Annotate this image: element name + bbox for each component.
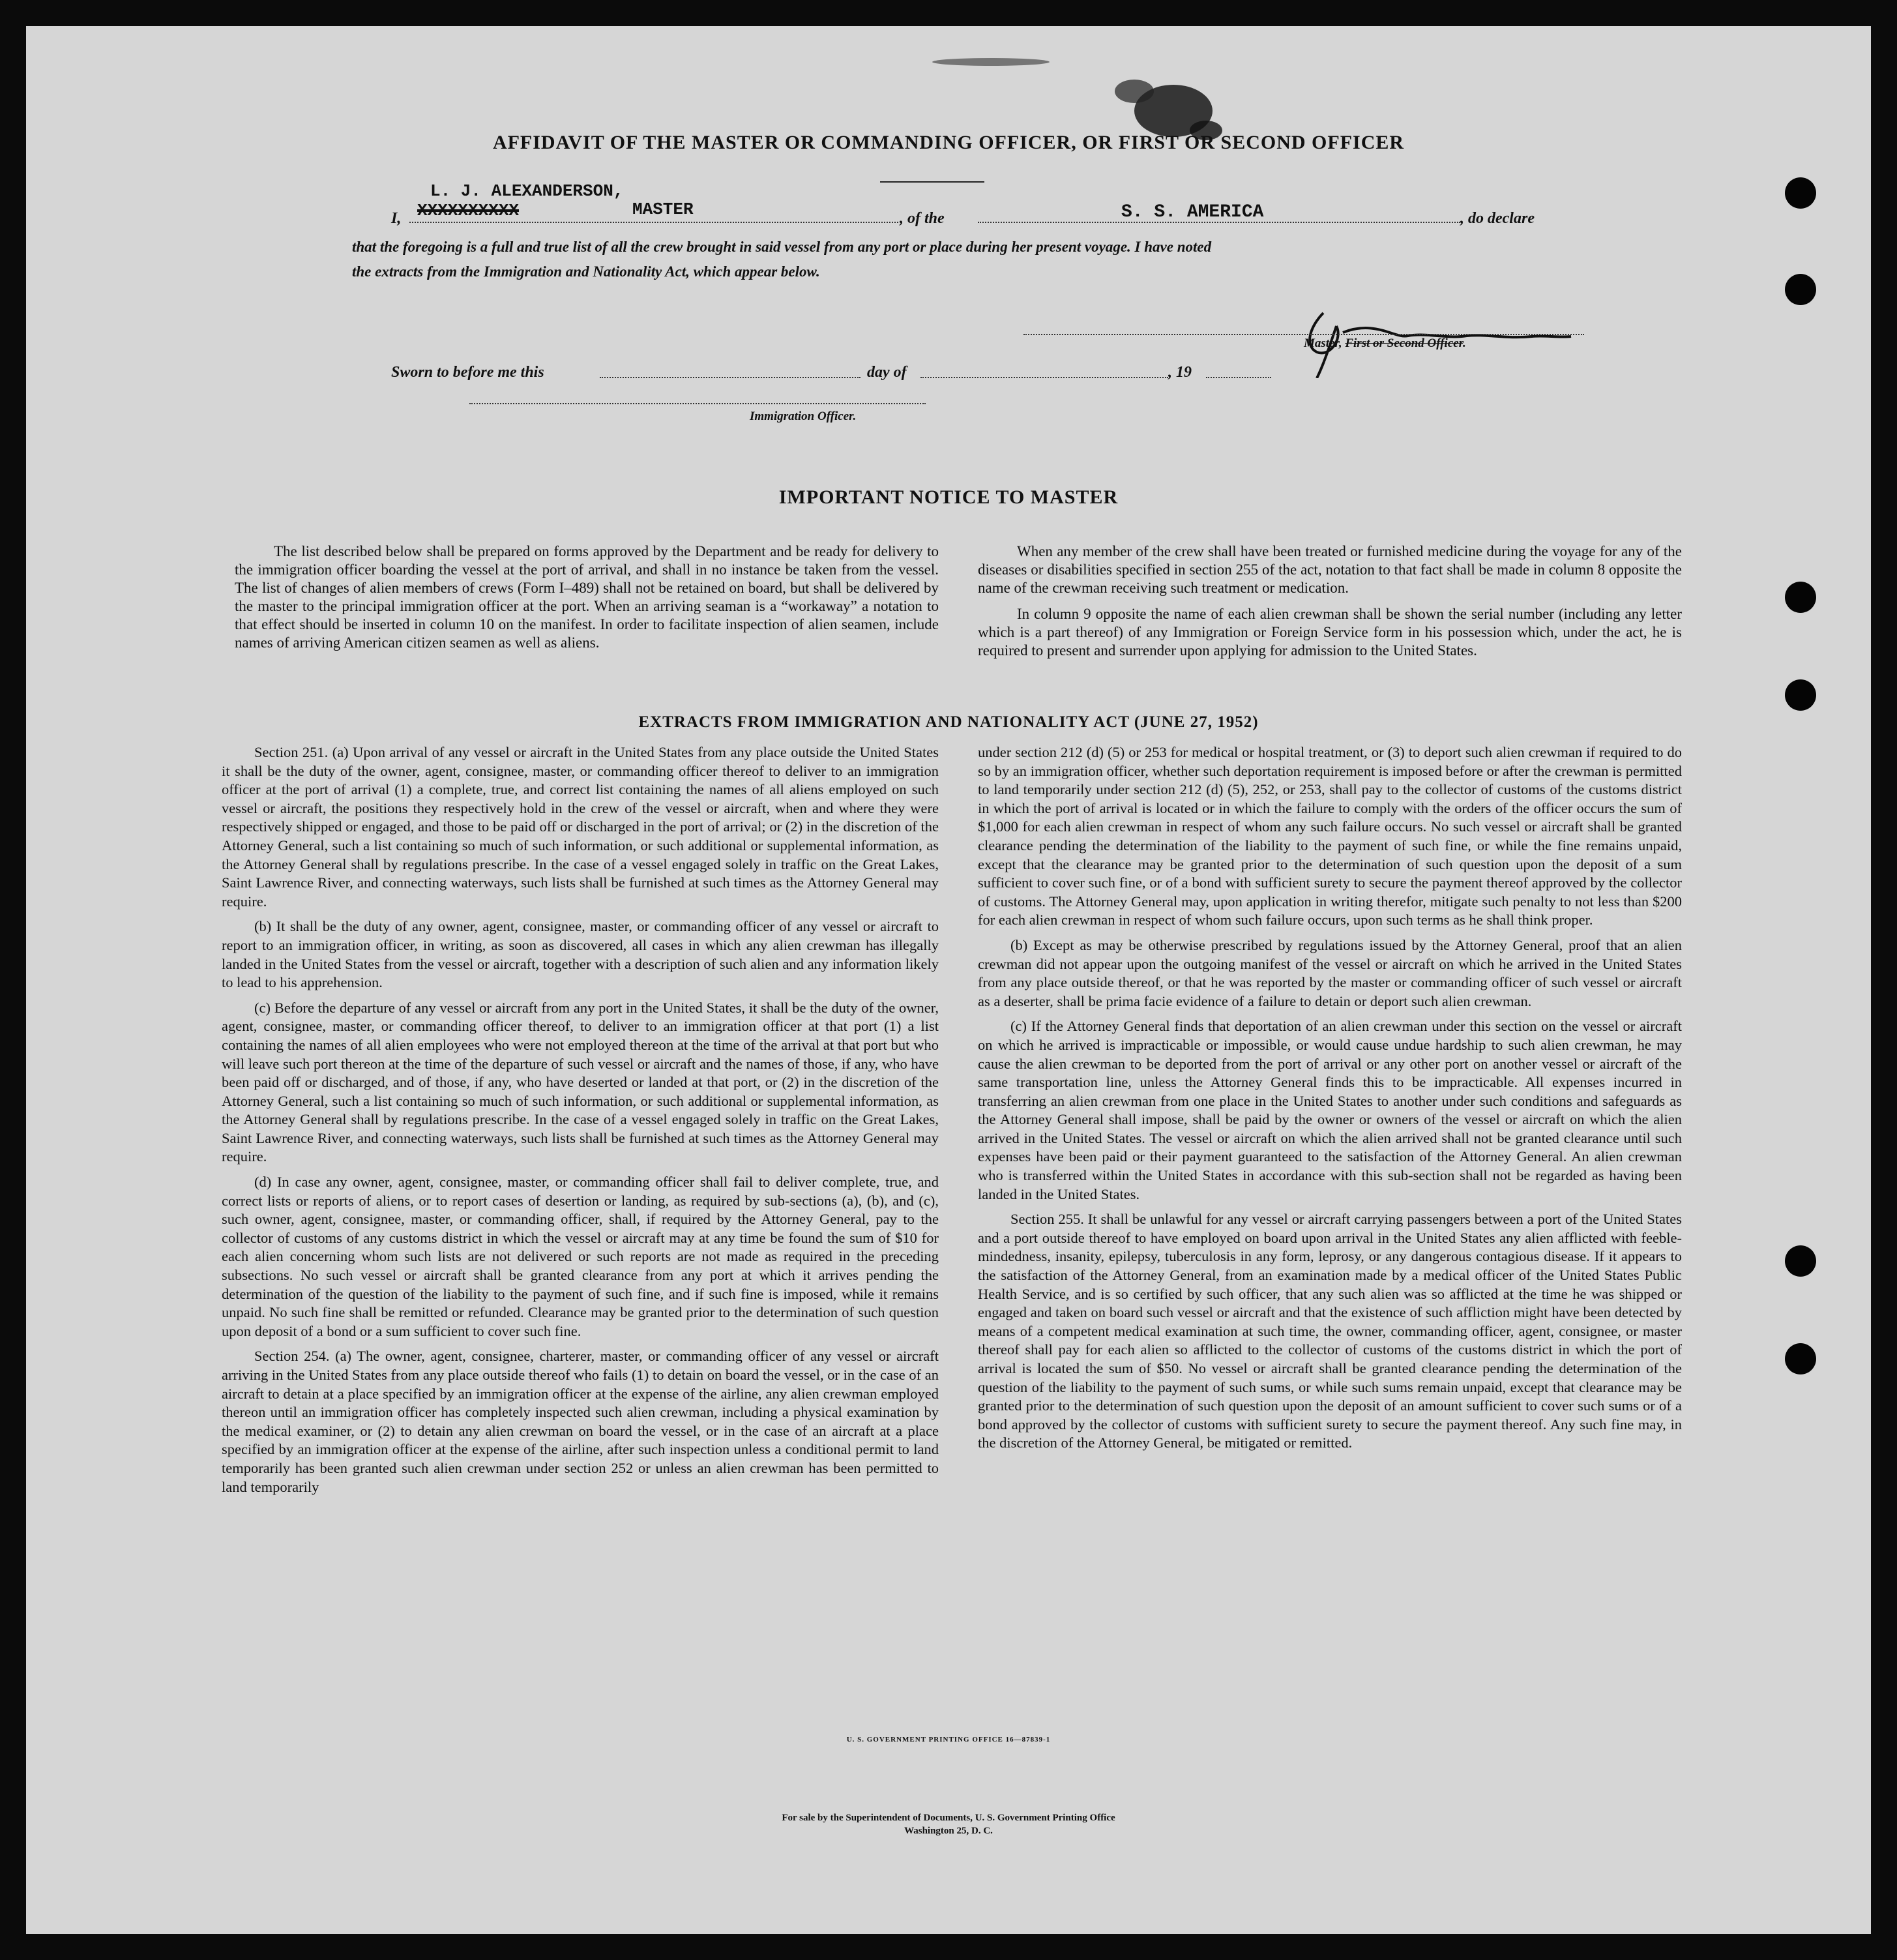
document-sheet bbox=[26, 26, 1871, 1934]
printer-line: U. S. GOVERNMENT PRINTING OFFICE 16—87839-1 bbox=[846, 1736, 1051, 1744]
section-paragraph: Section 255. It shall be unlawful for any vessel or aircraft carrying passengers between a port of the United States and a port outside thereof to have employed on board upon arrival in the United States any alien afflicted with feeble-mindedness, insanity, epilepsy, tuberculosis in any form, leprosy, or any dangerous contagious disease. If it appears to the satisfaction of the Attorney General, from an examination made by a medical officer of the United States Public Health Service, and is so certified by such officer, that any such alien was so afflicted at the time he was shipped or engaged and taken on board such vessel or aircraft and that the existence of such affliction might have been detected by means of a competent medical examination at such time, the owner, commanding officer, agent, consignee, or master thereof shall pay for each alien so afflicted to the collector of customs of the customs district in which the port of arrival is located the sum of $50. No vessel or aircraft shall be granted clearance pending the determination of the question of the liability to the payment of such sums, or while such sums remain unpaid, except that clearance may be granted prior to the determination of such question upon the deposit of an amount sufficient to cover such sums or of a bond approved by the collector of customs with sufficient surety to secure the payment thereof. Any such fine may, in the discretion of the Attorney General, be mitigated or remitted. bbox=[978, 1211, 1682, 1451]
notice-title: IMPORTANT NOTICE TO MASTER bbox=[778, 486, 1119, 508]
sale-line-2: Washington 25, D. C. bbox=[904, 1826, 993, 1836]
of-the-label: , of the bbox=[900, 210, 945, 227]
section-paragraph: Section 254. (a) The owner, agent, consignee, charterer, master, or commanding officer of any vessel or aircraft arriving in the United States from any place outside thereof who fails (1) to detain on board the vessel, or in the case of an aircraft to detain at a place specified by an immigration officer at the expense of the airline, any alien crewman employed thereon until an immigration officer has completely inspected such alien crewman, including a physical examination by the medical examiner, or (2) to detain any alien crewman on board the vessel, or in the case of an aircraft at a place specified by an immigration officer at the expense of the airline, after such inspection unless a conditional permit to land temporarily has been granted such alien crewman under section 252 or unless an alien crewman has been permitted to land temporarily bbox=[222, 1348, 939, 1495]
caption-end: . bbox=[1463, 336, 1466, 350]
declaration-line-1: that the foregoing is a full and true list of all the crew brought in said vessel from any port or place during her present voyage. I have noted bbox=[352, 239, 1212, 255]
notice-paragraph: The list described below shall be prepared on forms approved by the Department and be ready for delivery to the immigration officer boarding the vessel at the port of arrival, and shall in no instance be taken from the vessel. The list of changes of alien members of crews (Form I–489) shall not be retained on board, but shall be delivered by the master to the principal immigration officer at the port. When an arriving seaman is a “workaway” a notation to that effect should be inserted in column 10 on the manifest. In order to facilitate inspection of alien seamen, include names of arriving American citizen seamen as well as aliens. bbox=[235, 543, 939, 651]
section-paragraph: under section 212 (d) (5) or 253 for medical or hospital treatment, or (3) to deport such alien crewman if required to do so by an immigration officer, whether such deportation requirement is imposed before or after the crewman is permitted to land temporarily under section 212 (d) (5), 252, or 253, shall pay to the collector of customs of the customs district in which the port of arrival is located or in which the failure to comply with the orders of the officer occurs the sum of $1,000 for each alien crewman in respect of whom any such failure occurs. No such vessel or aircraft shall be granted clearance pending the determination of the liability to the payment of such fine, or while the fine remains unpaid, except that the clearance may be granted prior to the determination of such question upon the deposit of a sum sufficient to cover such fine, or of a bond with sufficient surety to secure the payment thereof approved by the collector of customs. The Attorney General may, upon application in writing therefor, mitigate such penalty to not less than $200 for each alien crewman in respect of whom such failure occurs, upon such terms as he shall think proper. bbox=[978, 744, 1682, 928]
declarant-rank: MASTER bbox=[632, 200, 694, 219]
notice-paragraph: In column 9 opposite the name of each alien crewman shall be shown the serial number (including any letter which is a part thereof) of any Immigration or Foreign Service form in his possession which, under the act, he is required to present and surrender upon applying for admission to the United States. bbox=[978, 606, 1682, 659]
punch-hole bbox=[1785, 274, 1816, 305]
declarant-line bbox=[409, 222, 898, 223]
extracts-title: EXTRACTS FROM IMMIGRATION AND NATIONALITY ACT (JUNE 27, 1952) bbox=[638, 713, 1259, 731]
punch-hole bbox=[1785, 177, 1816, 209]
section-paragraph: (c) Before the departure of any vessel or aircraft from any port in the United States, it shall be the duty of the owner, agent, consignee, master, or commanding officer thereof, to deliver to an immigration officer at that port (1) a list containing the names of all alien employees who were not employed thereon at the time of the arrival at that port but who will leave such port thereon at the time of the departure of such vessel or aircraft and the names of those, if any, who have been paid off or discharged, and of those, if any, who have deserted or landed at that port, or (2) in the discretion of the Attorney General, such a list containing so much of such information, or such additional or supplemental information, as the Attorney General shall by regulations prescribe. In the case of a vessel engaged solely in traffic on the Great Lakes, Saint Lawrence River, and connecting waterways, such lists shall be furnished at such times as the Attorney General may require. bbox=[222, 999, 939, 1165]
punch-hole bbox=[1785, 1343, 1816, 1374]
section-paragraph: Section 251. (a) Upon arrival of any vessel or aircraft in the United States from any place outside the United States it shall be the duty of the owner, agent, consignee, master, or commanding officer thereof to deliver to an immigration officer at the port of arrival (1) a complete, true, and correct list containing the names of all aliens employed on such vessel or aircraft, the positions they respectively hold in the crew of the vessel or aircraft, when and where they were respectively shipped or engaged, and those to be paid off or discharged in the port of arrival; or (2) in the discretion of the Attorney General, such a list containing so much of such information, or such additional or supplemental information, as the Attorney General shall by regulations prescribe. In the case of a vessel engaged solely in traffic on the Great Lakes, Saint Lawrence River, and connecting waterways, such lists shall be furnished at such times as the Attorney General may require. bbox=[222, 744, 939, 910]
affidavit-title: AFFIDAVIT OF THE MASTER OR COMMANDING OFFICER, OR FIRST OR SECOND OFFICER bbox=[492, 132, 1405, 153]
caption-master: Master, bbox=[1304, 336, 1346, 350]
title-rule bbox=[880, 181, 984, 183]
notice-left-column bbox=[235, 542, 939, 660]
section-paragraph: (c) If the Attorney General finds that deportation of an alien crewman under this section on the vessel or aircraft on which he arrived is impracticable or impossible, or would cause undue hardship to such alien crewman, he may cause the alien crewman to be deported from the port of arrival or any other port on another vessel or aircraft of the same transportation line, unless the Attorney General finds this to be impracticable. All expenses incurred in transferring an alien crewman from one place in the United States to another under such conditions and safeguards as the Attorney General shall impose, shall be paid by the owner or owners of the vessel or aircraft on which the alien arrived in the United States. The vessel or aircraft on which the alien arrived shall not be granted clearance until such expenses have been paid or their payment guaranteed to the satisfaction of the Attorney General. An alien crewman who is transferred within the United States in accordance with this sub-section shall not be regarded as having been landed in the United States. bbox=[978, 1018, 1682, 1202]
caption-struck: First or Second Officer bbox=[1345, 336, 1463, 350]
sworn-month-line bbox=[920, 377, 1168, 378]
declaration-line-2: the extracts from the Immigration and Nationality Act, which appear below. bbox=[352, 263, 820, 280]
day-of-label: day of bbox=[867, 364, 907, 381]
signature-caption bbox=[1304, 336, 1466, 351]
sale-line-1: For sale by the Superintendent of Documents, U. S. Government Printing Office bbox=[782, 1813, 1115, 1823]
declarant-prefix: I, bbox=[391, 210, 402, 227]
officer-caption: Immigration Officer. bbox=[750, 409, 857, 423]
declarant-struck: XXXXXXXXXX bbox=[417, 201, 520, 220]
officer-line bbox=[469, 403, 926, 404]
section-paragraph: (d) In case any owner, agent, consignee, master, or commanding officer shall fail to deliver complete, true, and correct lists or reports of aliens, or to report cases of desertion or landing, as required by sub-sections (a), (b), and (c), such owner, agent, consignee, master, or commanding officer, shall, if required by the Attorney General, pay to the collector of customs of any customs district in which the vessel or aircraft may at any time be found the sum of $10 for each alien concerning whom such lists are not delivered or such reports are not made as required in the preceding subsections. No such vessel or aircraft shall be granted clearance from any port at which it arrives pending the determination of the question of the liability to the payment of such fine, and if such fine is imposed, while it remains unpaid. No such fine shall be remitted or refunded. Clearance may be granted prior to the determination of such question upon deposit of a bond or a sum sufficient to cover such fine. bbox=[222, 1174, 939, 1339]
declarant-name: L. J. ALEXANDERSON, bbox=[430, 181, 624, 201]
notice-paragraph: When any member of the crew shall have been treated or furnished medicine during the voyage for any of the diseases or disabilities specified in section 255 of the act, notation to that fact shall be made in column 8 opposite the name of the crewman receiving such treatment or medication. bbox=[978, 543, 1682, 596]
section-paragraph: (b) Except as may be otherwise prescribed by regulations issued by the Attorney General, proof that an alien crewman did not appear upon the outgoing manifest of the vessel or aircraft on which he arrived in the United States from any place outside thereof, or that he was reported by the master or commanding officer of such vessel or aircraft as a deserter, shall be prima facie evidence of a failure to detain or deport such alien crewman. bbox=[978, 936, 1682, 1009]
punch-hole bbox=[1785, 679, 1816, 711]
sworn-label: Sworn to before me this bbox=[391, 364, 544, 381]
year-line bbox=[1206, 377, 1271, 378]
do-declare-label: , do declare bbox=[1460, 210, 1535, 227]
notice-right-column bbox=[978, 542, 1682, 668]
extracts-left-column bbox=[222, 743, 939, 1503]
signature-line bbox=[1023, 334, 1584, 335]
sworn-day-line bbox=[600, 377, 860, 378]
section-paragraph: (b) It shall be the duty of any owner, agent, consignee, master, or commanding officer of any vessel or aircraft to report to an immigration officer, in writing, as soon as discovered, all cases in which any alien crewman has illegally landed in the United States from the vessel or aircraft, together with a description of such alien and any information likely to lead to his apprehension. bbox=[222, 918, 939, 991]
extracts-right-column bbox=[978, 743, 1682, 1459]
punch-hole bbox=[1785, 1245, 1816, 1277]
year-prefix: , 19 bbox=[1168, 364, 1192, 381]
vessel-name: S. S. AMERICA bbox=[1121, 202, 1264, 222]
punch-hole bbox=[1785, 582, 1816, 613]
